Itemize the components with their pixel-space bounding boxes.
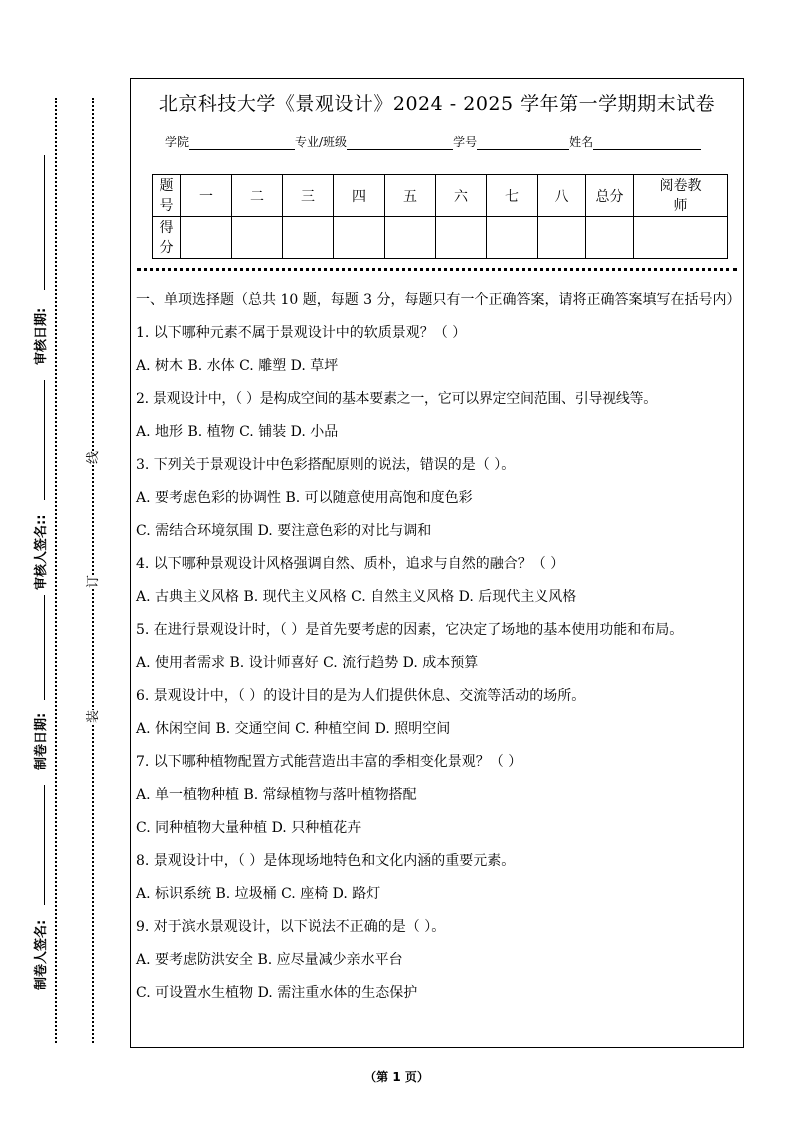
score-col-total: 总分 [586, 175, 634, 217]
score-col-7: 七 [487, 175, 538, 217]
exam-frame [130, 78, 744, 1048]
score-col-6: 六 [436, 175, 487, 217]
question-8-options: A. 标识系统 B. 垃圾桶 C. 座椅 D. 路灯 [136, 886, 381, 902]
question-1: 1. 以下哪种元素不属于景观设计中的软质景观？（ ） [136, 325, 467, 341]
question-8: 8. 景观设计中，（ ）是体现场地特色和文化内涵的重要元素。 [136, 853, 516, 869]
reviewer-sign-label: 审核人签名:: [34, 514, 49, 590]
question-2: 2. 景观设计中，（ ）是构成空间的基本要素之一，它可以界定空间范围、引导视线等。 [136, 391, 657, 407]
question-9: 9. 对于滨水景观设计，以下说法不正确的是（ ）。 [136, 919, 446, 935]
section-single-choice [136, 289, 740, 1004]
college-field[interactable] [189, 135, 295, 150]
score-cell[interactable] [436, 217, 487, 259]
question-7-options-b: C. 同种植物大量种植 D. 只种植花卉 [136, 820, 362, 836]
question-1-options: A. 树木 B. 水体 C. 雕塑 D. 草坪 [136, 358, 339, 374]
score-col-grader: 阅卷教师 [634, 175, 728, 217]
major-field[interactable] [347, 135, 453, 150]
page-number: （第 1 页） [364, 1070, 429, 1084]
question-3: 3. 下列关于景观设计中色彩搭配原则的说法，错误的是（ ）。 [136, 457, 516, 473]
question-9-options-a: A. 要考虑防洪安全 B. 应尽量减少亲水平台 [136, 952, 403, 968]
question-7-options-a: A. 单一植物种植 B. 常绿植物与落叶植物搭配 [136, 787, 417, 803]
score-col-1: 一 [181, 175, 232, 217]
binding-char-line: 线 [82, 451, 101, 464]
dotted-separator [137, 268, 737, 271]
score-cell[interactable] [634, 217, 728, 259]
question-3-options-a: A. 要考虑色彩的协调性 B. 可以随意使用高饱和度色彩 [136, 490, 473, 506]
binding-char-ding: 订 [82, 575, 101, 588]
name-field[interactable] [593, 135, 701, 150]
binding-char-zhuang: 装 [82, 710, 101, 723]
score-cell[interactable] [385, 217, 436, 259]
score-cell[interactable] [586, 217, 634, 259]
binding-dotted-line-outer [55, 98, 57, 1043]
score-col-8: 八 [538, 175, 586, 217]
score-table [152, 174, 728, 259]
name-label: 姓名 [569, 135, 594, 149]
question-4-options: A. 古典主义风格 B. 现代主义风格 C. 自然主义风格 D. 后现代主义风格 [136, 589, 577, 605]
question-5-options: A. 使用者需求 B. 设计师喜好 C. 流行趋势 D. 成本预算 [136, 655, 479, 671]
student-info-row [165, 133, 701, 150]
review-date-label: 审核日期: [34, 307, 49, 365]
score-row-label: 得分 [153, 217, 181, 259]
section-heading: 一、单项选择题（总共 10 题，每题 3 分，每题只有一个正确答案，请将正确答案填写在括号内） [136, 292, 741, 308]
question-3-options-b: C. 需结合环境氛围 D. 要注意色彩的对比与调和 [136, 523, 432, 539]
score-col-5: 五 [385, 175, 436, 217]
review-date-underline [44, 155, 45, 290]
score-cell[interactable] [538, 217, 586, 259]
score-cell[interactable] [181, 217, 232, 259]
reviewer-sign-underline [44, 380, 45, 500]
score-cell[interactable] [232, 217, 283, 259]
major-label: 专业/班级 [295, 135, 348, 149]
question-5: 5. 在进行景观设计时，（ ）是首先要考虑的因素，它决定了场地的基本使用功能和布局。 [136, 622, 684, 638]
exam-title: 北京科技大学《景观设计》2024 - 2025 学年第一学期期末试卷 [158, 93, 716, 115]
score-cell[interactable] [334, 217, 385, 259]
college-label: 学院 [165, 135, 190, 149]
score-cell[interactable] [283, 217, 334, 259]
question-6: 6. 景观设计中，（ ）的设计目的是为人们提供休息、交流等活动的场所。 [136, 688, 586, 704]
score-cell[interactable] [487, 217, 538, 259]
score-col-3: 三 [283, 175, 334, 217]
question-7: 7. 以下哪种植物配置方式能营造出丰富的季相变化景观？（ ） [136, 754, 523, 770]
score-table-header-label: 题号 [153, 175, 181, 217]
make-date-label: 制卷日期: [34, 712, 49, 770]
question-9-options-b: C. 可设置水生植物 D. 需注重水体的生态保护 [136, 985, 418, 1001]
question-6-options: A. 休闲空间 B. 交通空间 C. 种植空间 D. 照明空间 [136, 721, 451, 737]
question-4: 4. 以下哪种景观设计风格强调自然、质朴，追求与自然的融合？（ ） [136, 556, 565, 572]
maker-sign-underline [44, 785, 45, 905]
maker-sign-label: 制卷人签名: [34, 919, 49, 990]
score-col-2: 二 [232, 175, 283, 217]
make-date-underline [44, 595, 45, 700]
score-col-4: 四 [334, 175, 385, 217]
binding-dotted-line-inner [92, 98, 94, 1043]
student-id-field[interactable] [477, 135, 569, 150]
student-id-label: 学号 [453, 135, 478, 149]
question-2-options: A. 地形 B. 植物 C. 铺装 D. 小品 [136, 424, 339, 440]
